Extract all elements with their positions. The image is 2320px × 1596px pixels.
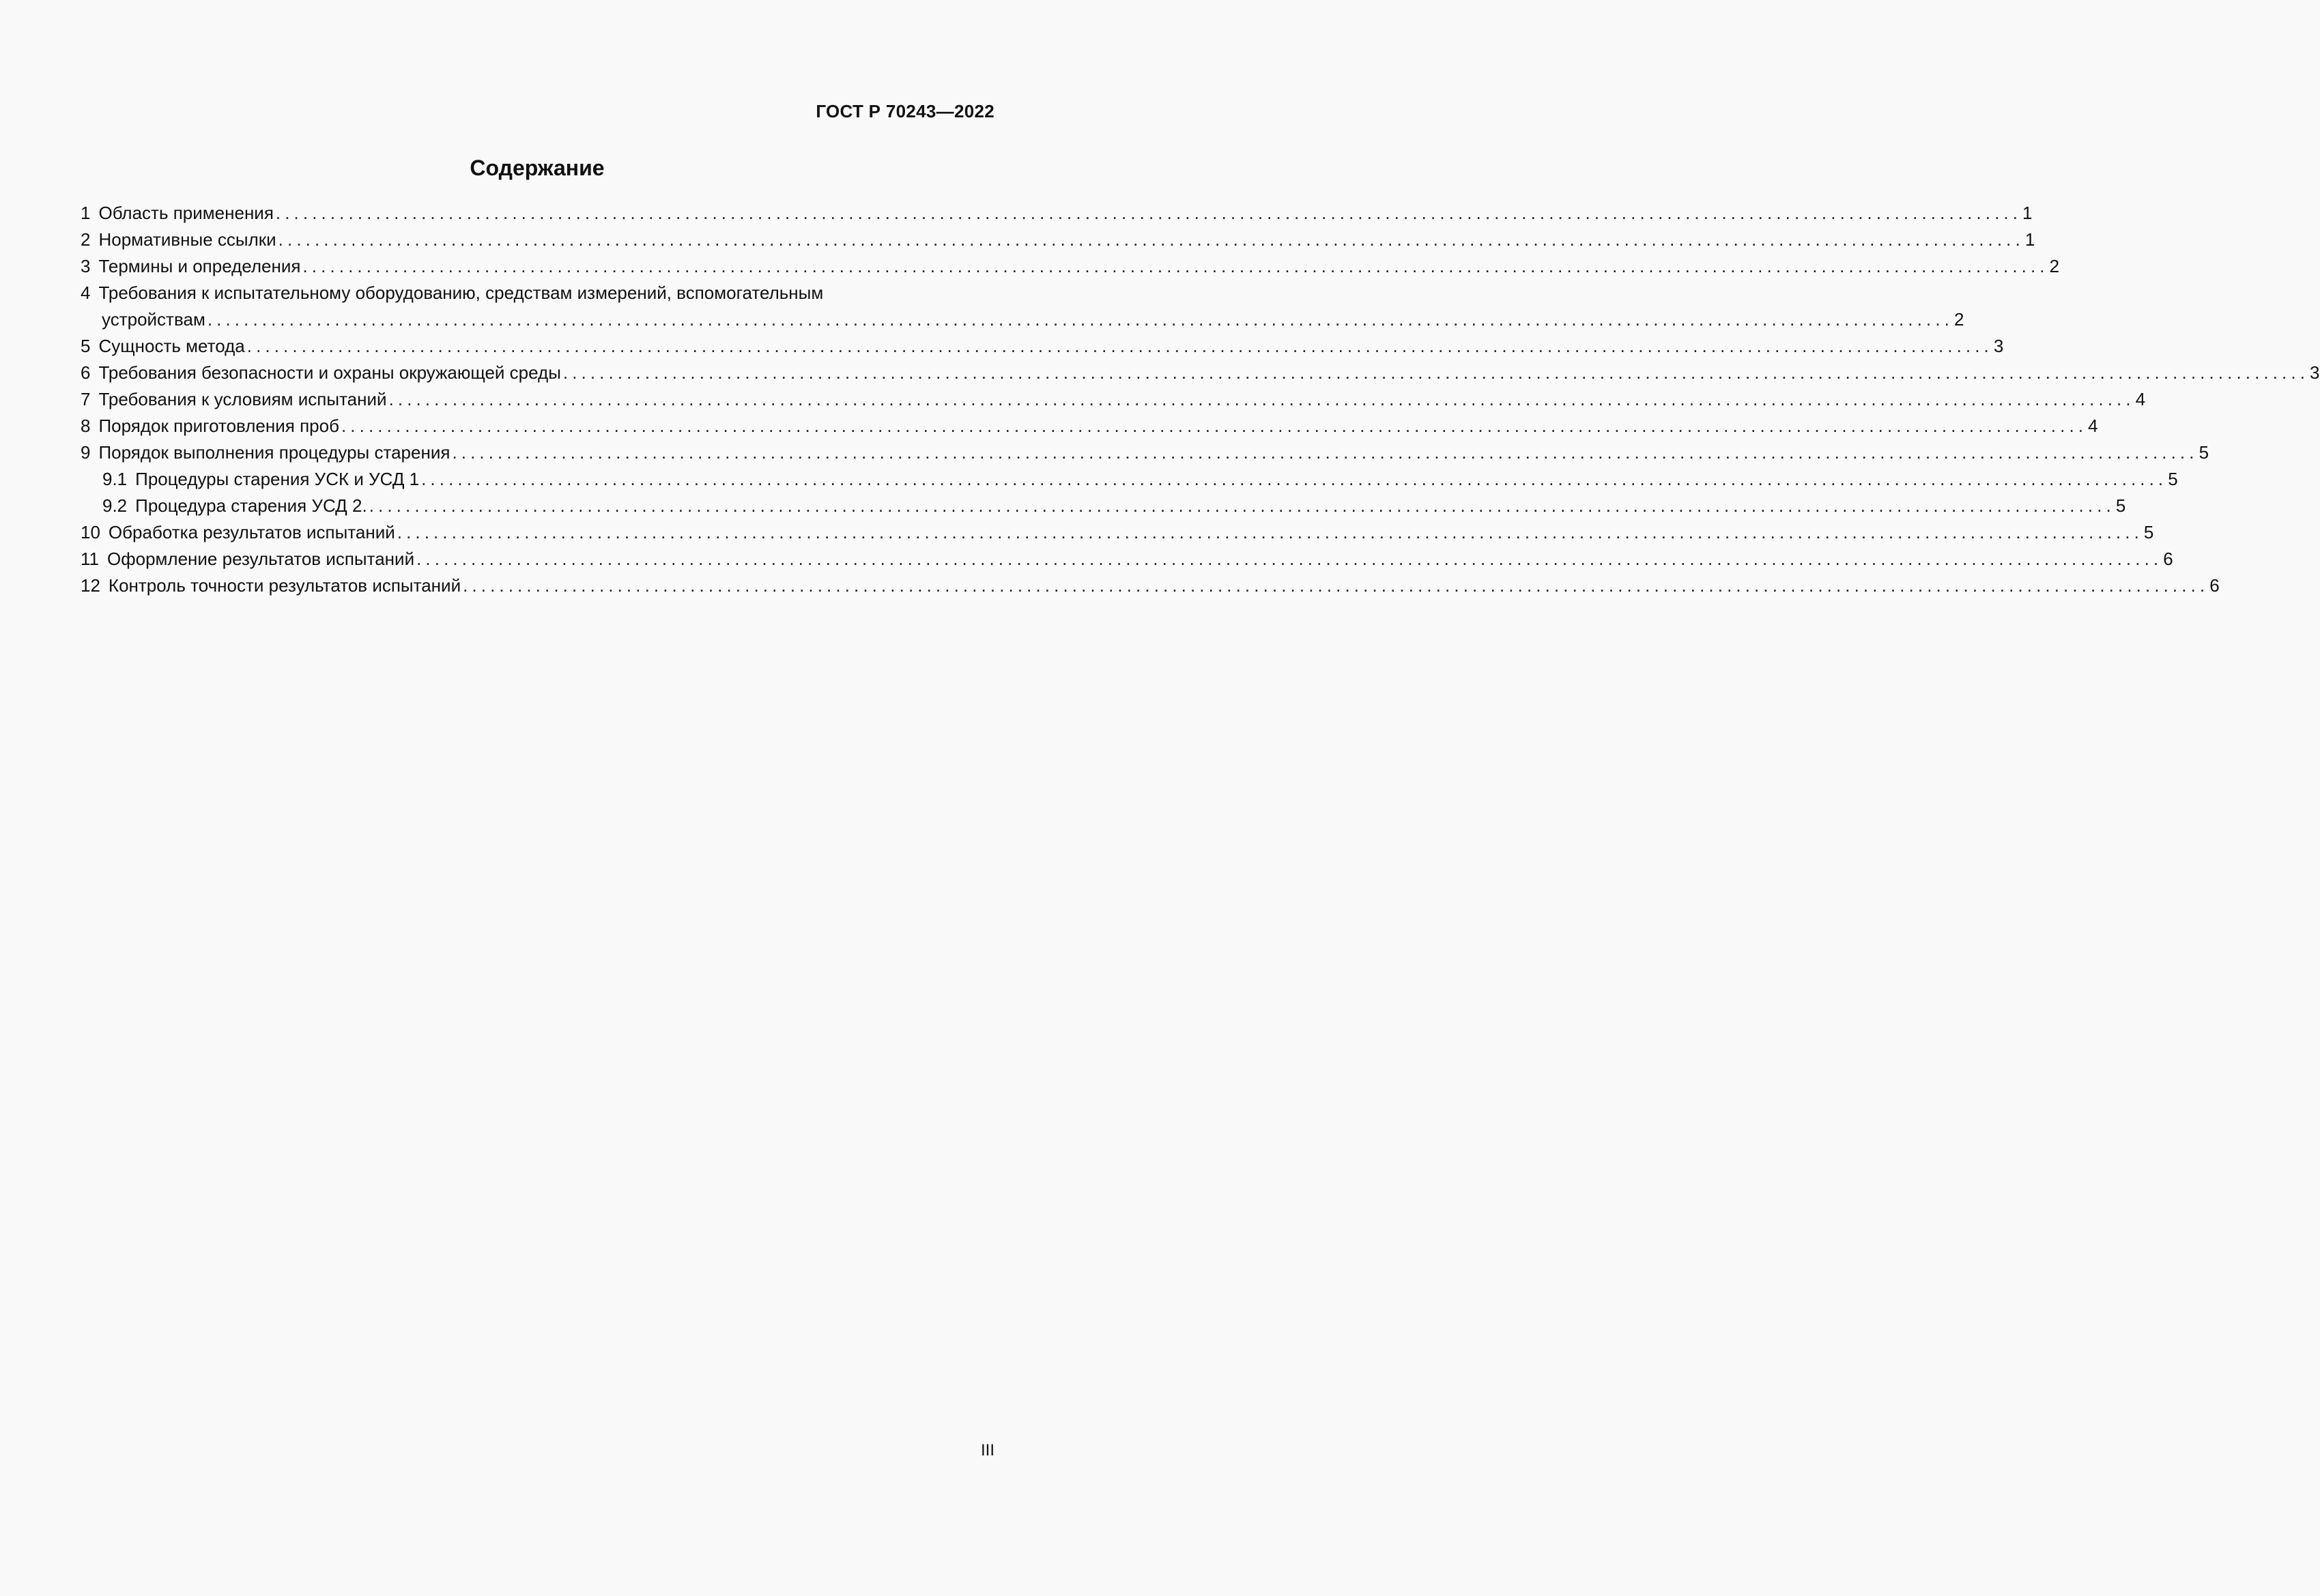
toc-entry-number: 1 xyxy=(81,203,91,223)
toc-entry-number: 4 xyxy=(81,282,91,303)
toc-dot-leader: ................................................................................................................................................................................................ xyxy=(207,309,1953,330)
toc-entry-page: 3 xyxy=(2310,362,2320,383)
toc-entry-label: Процедура старения УСД 2. xyxy=(135,495,367,516)
toc-entry-7[interactable] xyxy=(81,386,2146,413)
toc-entry-4[interactable] xyxy=(81,280,994,306)
toc-dot-leader: ................................................................................................................................................................................................ xyxy=(421,469,2168,489)
toc-entry-label: Контроль точности результатов испытаний xyxy=(108,575,461,596)
toc-entry-number: 10 xyxy=(81,522,100,542)
toc-dot-leader: ................................................................................................................................................................................................ xyxy=(416,549,2163,569)
toc-entry-4-continuation[interactable] xyxy=(81,306,1964,333)
toc-entry-label: Нормативные ссылки xyxy=(98,229,276,250)
toc-entry-page: 5 xyxy=(2143,522,2154,542)
toc-entry-label: Процедуры старения УСК и УСД 1 xyxy=(135,469,420,489)
toc-entry-8[interactable] xyxy=(81,413,2098,439)
toc-entry-page: 6 xyxy=(2163,549,2173,569)
toc-dot-leader: ................................................................................................................................................................................................ xyxy=(275,203,2022,223)
toc-entry-page: 3 xyxy=(1993,336,2004,356)
toc-entry-page: 5 xyxy=(2168,469,2178,489)
toc-entry-number: 12 xyxy=(81,575,100,596)
toc-entry-label: Требования безопасности и охраны окружающей среды xyxy=(98,362,561,383)
toc-dot-leader: ................................................................................................................................................................................................ xyxy=(369,495,2115,516)
toc-dot-leader: ................................................................................................................................................................................................ xyxy=(341,416,2088,436)
toc-entry-page: 4 xyxy=(2088,416,2098,436)
toc-entry-label: Термины и определения xyxy=(98,256,301,276)
toc-entry-1[interactable] xyxy=(81,200,2033,227)
document-code: ГОСТ Р 70243—2022 xyxy=(816,101,994,121)
toc-entry-page: 2 xyxy=(2049,256,2060,276)
toc-title: Содержание xyxy=(470,156,605,180)
toc-entry-number: 6 xyxy=(81,362,91,383)
toc-entry-number: 2 xyxy=(81,229,91,250)
toc-dot-leader: ................................................................................................................................................................................................ xyxy=(278,229,2024,250)
toc-entry-page: 6 xyxy=(2209,575,2220,596)
toc-entry-9[interactable] xyxy=(81,439,2209,466)
toc-entry-9-2[interactable] xyxy=(81,493,2126,519)
toc-dot-leader: ................................................................................................................................................................................................ xyxy=(246,336,1993,356)
toc-entry-label: Область применения xyxy=(98,203,274,223)
toc-entry-12[interactable] xyxy=(81,572,2220,599)
toc-entry-page: 5 xyxy=(2199,442,2209,463)
toc-entry-label-continuation: устройствам xyxy=(102,309,205,330)
toc-entry-11[interactable] xyxy=(81,546,2173,572)
toc-entry-3[interactable] xyxy=(81,253,2060,280)
toc-entry-number: 9.1 xyxy=(102,469,128,489)
toc-dot-leader: ................................................................................................................................................................................................ xyxy=(397,522,2143,542)
toc-entry-page: 5 xyxy=(2115,495,2126,516)
toc-entry-number: 8 xyxy=(81,416,91,436)
toc-entry-number: 11 xyxy=(81,549,99,569)
toc-entry-label: Обработка результатов испытаний xyxy=(108,522,395,542)
toc-dot-leader: ................................................................................................................................................................................................ xyxy=(562,362,2310,383)
toc-entry-label: Сущность метода xyxy=(98,336,245,356)
toc-entry-page: 4 xyxy=(2135,389,2146,409)
toc-dot-leader: ................................................................................................................................................................................................ xyxy=(452,442,2199,463)
toc-entry-number: 7 xyxy=(81,389,91,409)
page-number: III xyxy=(980,1441,994,1460)
toc-entry-9-1[interactable] xyxy=(81,466,2178,493)
toc-entry-number: 5 xyxy=(81,336,91,356)
toc-entry-number: 3 xyxy=(81,256,91,276)
toc-entry-label: Порядок приготовления проб xyxy=(98,416,339,436)
toc-dot-leader: ................................................................................................................................................................................................ xyxy=(463,575,2209,596)
toc-entry-2[interactable] xyxy=(81,227,2035,253)
toc-entry-6[interactable] xyxy=(81,360,2320,386)
toc-dot-leader: ................................................................................................................................................................................................ xyxy=(388,389,2135,409)
toc-entry-page: 1 xyxy=(2024,229,2035,250)
toc-entry-label: Оформление результатов испытаний xyxy=(107,549,415,569)
toc-entry-page: 2 xyxy=(1953,309,1964,330)
toc-entry-label: Требования к условиям испытаний xyxy=(98,389,387,409)
toc-entry-10[interactable] xyxy=(81,519,2154,546)
toc-entry-number: 9 xyxy=(81,442,91,463)
toc-entry-page: 1 xyxy=(2022,203,2033,223)
toc-entry-number: 9.2 xyxy=(102,495,128,516)
toc-dot-leader: ................................................................................................................................................................................................ xyxy=(302,256,2049,276)
toc-entry-label: Требования к испытательному оборудованию, средствам измерений, вспомогательным xyxy=(98,282,824,303)
toc-entry-label: Порядок выполнения процедуры старения xyxy=(98,442,450,463)
table-of-contents xyxy=(81,200,2320,599)
toc-entry-5[interactable] xyxy=(81,333,2004,360)
